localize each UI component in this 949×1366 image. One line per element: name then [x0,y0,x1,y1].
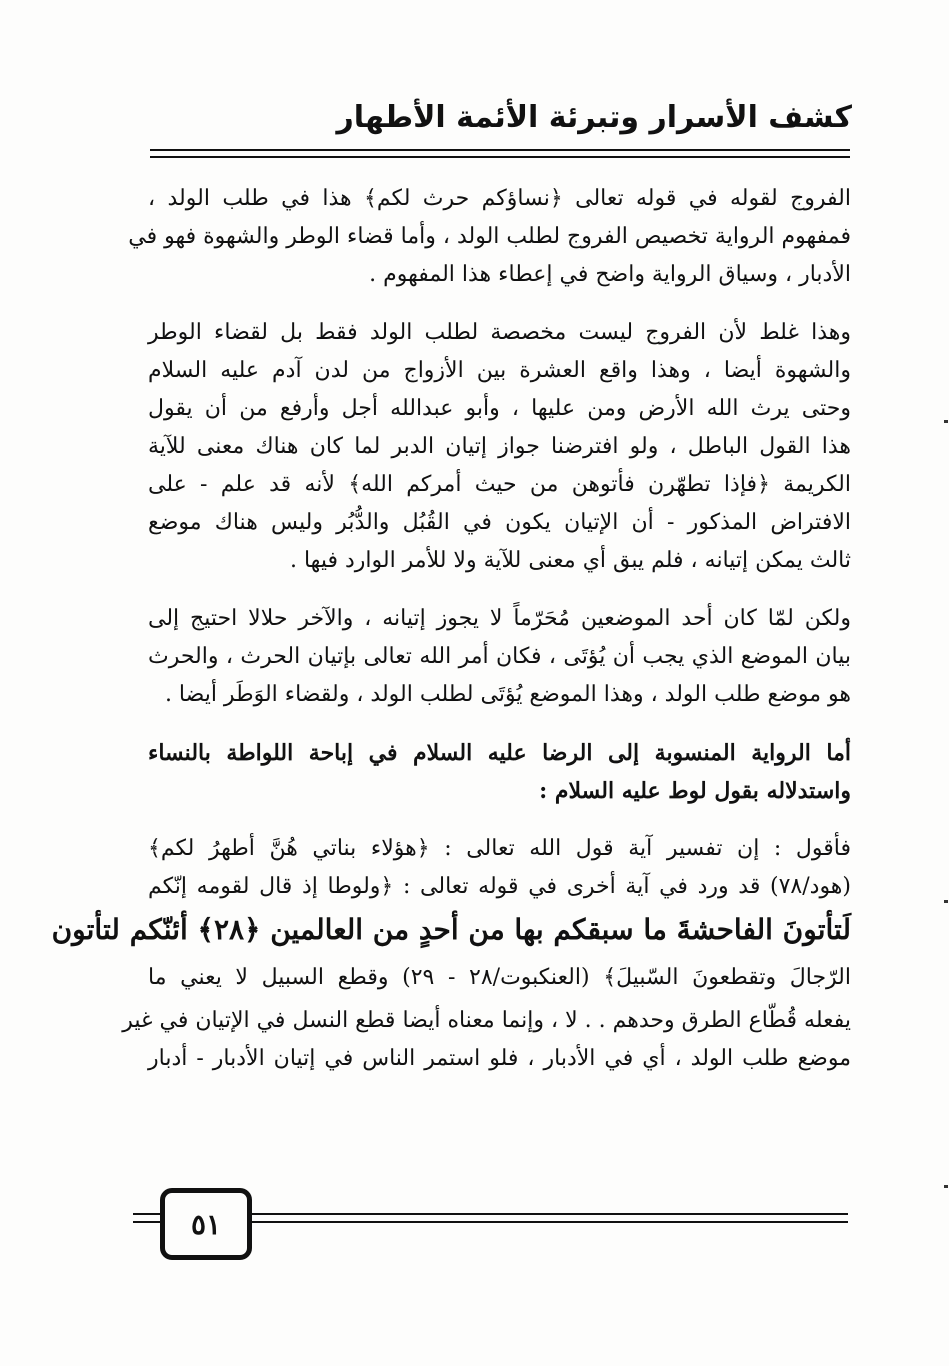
text-line: بيان الموضع الذي يجب أن يُؤتَى ، فكان أمر الله تعالى بإتيان الحرث ، والحرث [148,644,851,669]
text-line: هذا القول الباطل ، ولو افترضنا جواز إتيان الدبر لما كان هناك معنى للآية [148,434,851,459]
section-heading [148,734,851,810]
text-line: (هود/٧٨) قد ورد في آية أخرى في قوله تعالى : ﴿ولوطا إذ قال لقومه إنّكم [148,874,851,899]
text-line: الأدبار ، وسياق الرواية واضح في إعطاء هذا المفهوم . [369,262,851,287]
edge-mark [944,420,948,423]
text-line: فأقول : إن تفسير آية قول الله تعالى : ﴿هؤلاء بناتي هُنَّ أطهرُ لكم﴾ [148,836,851,861]
heading-line: أما الرواية المنسوبة إلى الرضا عليه السلام في إباحة اللواطة بالنساء [148,740,851,766]
paragraph-2 [148,314,851,580]
header-rule-2 [150,156,850,158]
paragraph-1 [128,180,851,294]
edge-mark [944,1185,948,1188]
text-line: الكريمة ﴿فإذا تطهّرن فأتوهن من حيث أمركم الله﴾ لأنه قد علم - على [148,472,851,497]
text-line: الرّجالَ وتقطعونَ السّبيلَ﴾ (العنكبوت/٢٨ - ٢٩) وقطع السبيل لا يعني ما [148,965,852,990]
text-line: والشهوة أيضا ، وهذا واقع العشرة بين الأزواج من لدن آدم عليه السلام [148,358,851,383]
text-line: ولكن لمّا كان أحد الموضعين مُحَرّماً لا يجوز إتيانه ، والآخر حلالا احتيج إلى [148,606,851,631]
paragraph-3 [148,600,851,714]
text-line: هو موضع طلب الولد ، وهذا الموضع يُؤتَى لطلب الولد ، ولقضاء الوَطَر أيضا . [164,682,851,707]
text-line: فمفهوم الرواية تخصيص الفروج لطلب الولد ، وأما قضاء الوطر والشهوة فهو في [128,224,851,249]
text-line: موضع طلب الولد ، أي في الأدبار ، فلو استمر الناس في إتيان الأدبار - أدبار [148,1046,852,1071]
heading-line: واستدلاله بقول لوط عليه السلام : [539,778,851,804]
text-line: ثالث يمكن إتيانه ، فلم يبق أي معنى للآية ولا للأمر الوارد فيها . [289,548,851,573]
header-rule-1 [150,149,850,151]
text-line: يفعله قُطّاع الطرق وحدهم . . لا ، وإنما معناه أيضا قطع النسل في الإتيان في غير [122,1008,851,1033]
text-line: وهذا غلط لأن الفروج ليست مخصصة لطلب الولد فقط بل لقضاء الوطر [148,320,851,345]
edge-mark [944,900,948,903]
page-body [51,180,852,1078]
page-header-title: كشف الأسرار وتبرئة الأئمة الأطهار [336,100,852,135]
quran-verse-line: لَتأتونَ الفاحشةَ ما سبقكم بها من أحدٍ من العالمين ﴿٢٨﴾ أئنّكم لتأتون [51,913,851,946]
text-line: وحتى يرث الله الأرض ومن عليها ، وأبو عبدالله أجل وأرفع من أن يقول [148,396,851,421]
page-number: ٥١ [160,1188,252,1260]
text-line: الفروج لقوله في قوله تعالى ﴿نساؤكم حرث لكم﴾ هذا في طلب الولد ، [148,186,851,211]
paragraph-4 [51,830,852,1078]
text-line: الافتراض المذكور - أن الإتيان يكون في القُبُل والدُّبُر وليس هناك موضع [148,510,851,535]
